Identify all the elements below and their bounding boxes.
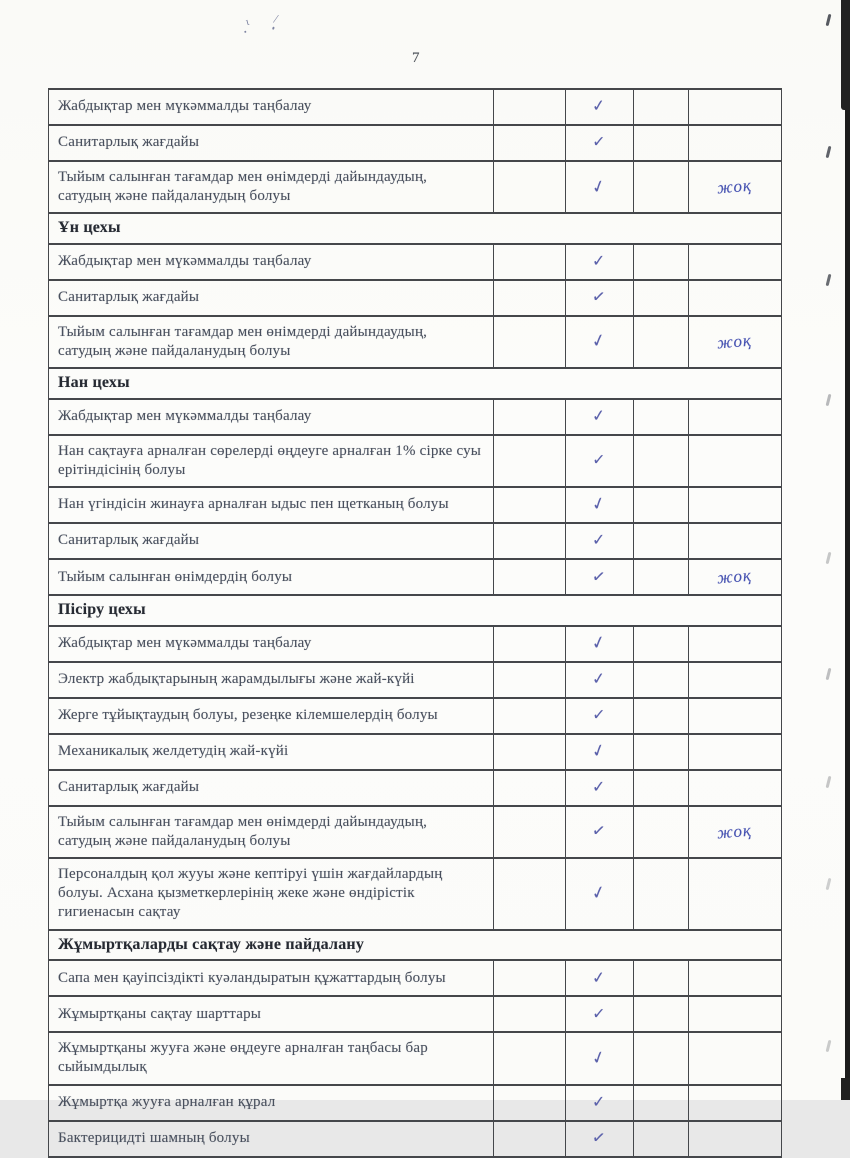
checklist-row [49, 435, 782, 487]
note-cell [689, 1121, 782, 1157]
checkmark-icon: ✓ [591, 820, 608, 842]
criteria-cell: Жерге тұйықтаудың болуы, резеңке кілемшелердің болуы [49, 698, 494, 734]
pre-check-cell [494, 559, 566, 595]
checklist-row [49, 960, 782, 996]
post-check-cell [634, 806, 689, 858]
inspection-checklist-table [48, 88, 782, 1158]
checkmark-cell [566, 89, 634, 125]
checklist-row [49, 316, 782, 368]
criteria-cell: Санитарлық жағдайы [49, 280, 494, 316]
criteria-cell: Нан сақтауға арналған сөрелерді өңдеуге арналған 1% сірке суы ерітіндісінің болуы [49, 435, 494, 487]
note-cell [689, 960, 782, 996]
pre-check-cell [494, 858, 566, 930]
post-check-cell [634, 316, 689, 368]
checkmark-icon: ✓ [591, 966, 607, 988]
checklist-row [49, 161, 782, 213]
checklist-row [49, 487, 782, 523]
checkmark-cell [566, 435, 634, 487]
section-title: Жұмыртқаларды сақтау және пайдалану [49, 930, 782, 960]
checkmark-cell [566, 996, 634, 1032]
staple-mark [826, 552, 832, 564]
note-cell [689, 662, 782, 698]
scan-edge-strip [845, 0, 850, 1100]
section-header-row [49, 595, 782, 625]
checkmark-icon: ✓ [589, 174, 608, 198]
checklist-row [49, 125, 782, 161]
checkmark-icon: ✓ [590, 328, 608, 353]
checkmark-cell [566, 1121, 634, 1157]
pre-check-cell [494, 523, 566, 559]
section-header-row [49, 213, 782, 243]
note-cell [689, 770, 782, 806]
criteria-cell: Электр жабдықтарының жарамдылығы және жай-күйі [49, 662, 494, 698]
note-cell [689, 698, 782, 734]
post-check-cell [634, 435, 689, 487]
pre-check-cell [494, 626, 566, 662]
note-cell [689, 734, 782, 770]
note-cell [689, 487, 782, 523]
post-check-cell [634, 559, 689, 595]
checkmark-cell [566, 770, 634, 806]
criteria-cell: Бактерицидті шамның болуы [49, 1121, 494, 1157]
checkmark-cell [566, 523, 634, 559]
checkmark-icon: ✓ [591, 668, 607, 689]
checkmark-cell [566, 559, 634, 595]
checklist-row [49, 734, 782, 770]
post-check-cell [634, 1121, 689, 1157]
note-cell [689, 996, 782, 1032]
pre-check-cell [494, 806, 566, 858]
section-header-row [49, 930, 782, 960]
checklist-row [49, 770, 782, 806]
checkmark-icon: ✓ [591, 565, 608, 587]
note-cell [689, 435, 782, 487]
checklist-row [49, 89, 782, 125]
handwritten-note: жоқ [716, 820, 753, 843]
checkmark-icon: ✓ [591, 704, 607, 725]
checkmark-cell [566, 858, 634, 930]
section-title: Пісіру цехы [49, 595, 782, 625]
checkmark-icon: ✓ [591, 530, 607, 550]
checkmark-icon: ✓ [589, 738, 608, 763]
staple-mark [826, 878, 832, 890]
criteria-cell: Тыйым салынған тағамдар мен өнімдерді дайындаудың, сатудың және пайдаланудың болуы [49, 806, 494, 858]
page-number: 7 [412, 50, 420, 66]
section-header-row [49, 368, 782, 398]
note-cell [689, 858, 782, 930]
pre-check-cell [494, 161, 566, 213]
pre-check-cell [494, 698, 566, 734]
checkmark-cell [566, 806, 634, 858]
checklist-row [49, 399, 782, 435]
post-check-cell [634, 280, 689, 316]
criteria-cell: Санитарлық жағдайы [49, 770, 494, 806]
section-title: Нан цехы [49, 368, 782, 398]
checklist-row [49, 662, 782, 698]
checkmark-icon: ✓ [591, 1127, 608, 1148]
post-check-cell [634, 858, 689, 930]
note-cell [689, 125, 782, 161]
pre-check-cell [494, 996, 566, 1032]
checklist-row [49, 1032, 782, 1084]
checkmark-cell [566, 244, 634, 280]
pre-check-cell [494, 734, 566, 770]
staple-mark [826, 274, 832, 286]
checklist-row [49, 523, 782, 559]
criteria-cell: Жабдықтар мен мүкәммалды таңбалау [49, 89, 494, 125]
checklist-row [49, 806, 782, 858]
pre-check-cell [494, 662, 566, 698]
checkmark-cell [566, 280, 634, 316]
pre-check-cell [494, 960, 566, 996]
post-check-cell [634, 487, 689, 523]
checkmark-cell [566, 125, 634, 161]
staple-mark [826, 776, 832, 788]
pre-check-cell [494, 399, 566, 435]
checkmark-cell [566, 399, 634, 435]
checkmark-icon: ✓ [589, 492, 608, 516]
handwritten-note: жоқ [716, 565, 753, 588]
checklist-row [49, 996, 782, 1032]
checkmark-cell [566, 960, 634, 996]
criteria-cell: Механикалық желдетудің жай-күйі [49, 734, 494, 770]
criteria-cell: Жабдықтар мен мүкәммалды таңбалау [49, 244, 494, 280]
post-check-cell [634, 626, 689, 662]
post-check-cell [634, 960, 689, 996]
post-check-cell [634, 734, 689, 770]
checkmark-icon: ✓ [590, 880, 608, 905]
pre-check-cell [494, 1121, 566, 1157]
criteria-cell: Жұмыртқаны сақтау шарттары [49, 996, 494, 1032]
checkmark-icon: ✓ [591, 776, 607, 797]
staple-mark [826, 394, 832, 406]
criteria-cell: Тыйым салынған тағамдар мен өнімдерді дайындаудың, сатудың және пайдаланудың болуы [49, 161, 494, 213]
pen-scribble-2: / [272, 10, 280, 27]
pre-check-cell [494, 1032, 566, 1084]
checklist-row [49, 244, 782, 280]
checkmark-icon: ✓ [591, 1003, 607, 1024]
checkmark-icon: ✓ [591, 449, 607, 470]
handwritten-note: жоқ [716, 330, 753, 353]
checkmark-icon: ✓ [591, 95, 607, 117]
checkmark-icon: ✓ [591, 251, 607, 271]
checklist-row [49, 626, 782, 662]
criteria-cell: Жұмыртқаны жууға және өңдеуге арналған таңбасы бар сыйымдылық [49, 1032, 494, 1084]
post-check-cell [634, 161, 689, 213]
criteria-cell: Жұмыртқа жууға арналған құрал [49, 1085, 494, 1121]
note-cell [689, 89, 782, 125]
post-check-cell [634, 1085, 689, 1121]
scan-edge-top [841, 0, 850, 110]
post-check-cell [634, 1032, 689, 1084]
checkmark-icon: ✓ [590, 630, 608, 655]
post-check-cell [634, 244, 689, 280]
criteria-cell: Тыйым салынған өнімдердің болуы [49, 559, 494, 595]
note-cell [689, 1032, 782, 1084]
checklist-row [49, 698, 782, 734]
checkmark-icon: ✓ [591, 405, 607, 426]
note-cell [689, 244, 782, 280]
pre-check-cell [494, 487, 566, 523]
pre-check-cell [494, 770, 566, 806]
criteria-cell: Жабдықтар мен мүкәммалды таңбалау [49, 626, 494, 662]
staple-mark [826, 146, 832, 158]
note-cell [689, 626, 782, 662]
post-check-cell [634, 89, 689, 125]
checkmark-cell [566, 1085, 634, 1121]
staple-mark [826, 14, 832, 26]
checkmark-cell [566, 662, 634, 698]
criteria-cell: Санитарлық жағдайы [49, 125, 494, 161]
checklist-table-body [49, 89, 782, 1157]
note-cell [689, 280, 782, 316]
checkmark-cell [566, 698, 634, 734]
post-check-cell [634, 125, 689, 161]
checkmark-cell [566, 487, 634, 523]
pre-check-cell [494, 89, 566, 125]
note-cell [689, 399, 782, 435]
checkmark-icon: ✓ [591, 1091, 607, 1112]
pre-check-cell [494, 125, 566, 161]
note-cell [689, 1085, 782, 1121]
scan-edge-bottom [841, 1078, 850, 1100]
post-check-cell [634, 698, 689, 734]
criteria-cell: Жабдықтар мен мүкәммалды таңбалау [49, 399, 494, 435]
checkmark-icon: ✓ [591, 286, 608, 308]
note-cell [689, 523, 782, 559]
staple-mark [826, 1040, 832, 1052]
criteria-cell: Санитарлық жағдайы [49, 523, 494, 559]
checkmark-cell [566, 734, 634, 770]
post-check-cell [634, 996, 689, 1032]
post-check-cell [634, 523, 689, 559]
criteria-cell: Тыйым салынған тағамдар мен өнімдерді дайындаудың, сатудың және пайдаланудың болуы [49, 316, 494, 368]
post-check-cell [634, 770, 689, 806]
post-check-cell [634, 399, 689, 435]
criteria-cell: Персоналдың қол жууы және кептіруі үшін жағдайлардың болуы. Асхана қызметкерлерінің жеке және өндірістік гигиенасын сақтау [49, 858, 494, 930]
staple-mark [826, 668, 832, 680]
checkmark-cell [566, 316, 634, 368]
note-cell [689, 161, 782, 213]
pre-check-cell [494, 244, 566, 280]
note-cell [689, 559, 782, 595]
checkmark-cell [566, 161, 634, 213]
note-cell [689, 806, 782, 858]
checkmark-cell [566, 1032, 634, 1084]
pen-scribble-1: ι [244, 15, 251, 29]
pre-check-cell [494, 435, 566, 487]
section-title: Ұн цехы [49, 213, 782, 243]
pre-check-cell [494, 280, 566, 316]
checkmark-icon: ✓ [591, 131, 607, 152]
criteria-cell: Нан үгіндісін жинауға арналған ыдыс пен щетканың болуы [49, 487, 494, 523]
handwritten-note: жоқ [716, 175, 753, 198]
checklist-row [49, 280, 782, 316]
note-cell [689, 316, 782, 368]
checkmark-cell [566, 626, 634, 662]
checklist-row [49, 858, 782, 930]
criteria-cell: Сапа мен қауіпсіздікті куәландыратын құжаттардың болуы [49, 960, 494, 996]
post-check-cell [634, 662, 689, 698]
pre-check-cell [494, 1085, 566, 1121]
pre-check-cell [494, 316, 566, 368]
checklist-row [49, 1085, 782, 1121]
checkmark-icon: ✓ [589, 1045, 608, 1069]
checklist-row [49, 559, 782, 595]
checklist-row [49, 1121, 782, 1157]
